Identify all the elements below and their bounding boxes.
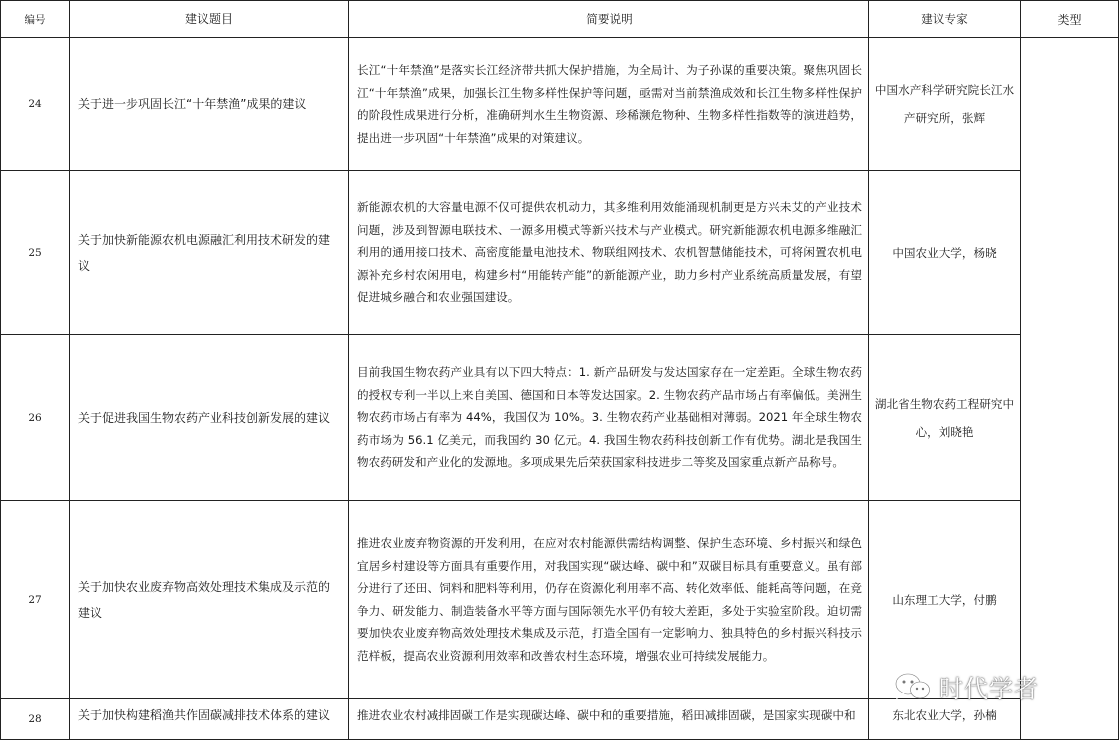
row-expert: 湖北省生物农药工程研究中心，刘晓艳 <box>869 335 1021 501</box>
header-type: 类型 <box>1021 1 1119 38</box>
table-row <box>1 38 1119 171</box>
row-expert: 中国农业大学，杨晓 <box>869 171 1021 335</box>
row-desc: 推进农业农村减排固碳工作是实现碳达峰、碳中和的重要措施，稻田减排固碳，是国家实现碳中和 <box>349 699 869 740</box>
header-desc: 简要说明 <box>349 1 869 38</box>
header-title: 建议题目 <box>70 1 349 38</box>
row-desc: 推进农业废弃物资源的开发利用，在应对农村能源供需结构调整、保护生态环境、乡村振兴和绿色宜居乡村建设等方面具有重要作用，对我国实现“碳达峰、碳中和”双碳目标具有重要意义。虽有部分进行了还田、饲料和肥料等利用，仍存在资源化利用率不高、转化效率低、能耗高等问题，在竞争力、研发能力、制造装备水平等方面与国际领先水平仍有较大差距，多处于实验室阶段。迫切需要加快农业废弃物高效处理技术集成及示范，打造全国有一定影响力、独具特色的乡村振兴科技示范样板，提高农业资源利用效率和改善农村生态环境，增强农业可持续发展能力。 <box>349 501 869 699</box>
row-num: 25 <box>1 171 70 335</box>
row-desc: 新能源农机的大容量电源不仅可提供农机动力，其多维利用效能涌现机制更是方兴未艾的产业技术问题，涉及到智源电联技术、一源多用模式等新兴技术与产业模式。研究新能源农机电源多维融汇利用的通用接口技术、高密度能量电池技术、物联组网技术、农机智慧储能技术，可将闲置农机电源补充乡村农闲用电，构建乡村“用能转产能”的新能源产业，助力乡村产业系统高质量发展，有望促进城乡融合和农业强国建设。 <box>349 171 869 335</box>
wechat-icon <box>893 671 933 701</box>
watermark <box>893 670 1039 702</box>
row-num: 26 <box>1 335 70 501</box>
row-desc: 长江“十年禁渔”是落实长江经济带共抓大保护措施，为全局计、为子孙谋的重要决策。聚焦巩固长江“十年禁渔”成果，加强长江生物多样性保护等问题，亟需对当前禁渔成效和长江生物多样性保护的阶段性成果进行分析，准确研判水生生物资源、珍稀濒危物种、生物多样性指数等的演进趋势，提出进一步巩固“十年禁渔”成果的对策建议。 <box>349 38 869 171</box>
row-expert: 山东理工大学，付鹏 <box>869 501 1021 699</box>
row-expert: 中国水产科学研究院长江水产研究所，张辉 <box>869 38 1021 171</box>
row-title: 关于加快新能源农机电源融汇利用技术研发的建议 <box>70 171 349 335</box>
row-num: 27 <box>1 501 70 699</box>
table-row <box>1 171 1119 335</box>
row-title: 关于加快农业废弃物高效处理技术集成及示范的建议 <box>70 501 349 699</box>
row-title: 关于加快构建稻渔共作固碳减排技术体系的建议 <box>70 699 349 740</box>
header-num: 编号 <box>1 1 70 38</box>
row-desc: 目前我国生物农药产业具有以下四大特点：1. 新产品研发与发达国家存在一定差距。全球生物农药的授权专利一半以上来自美国、德国和日本等发达国家。2. 生物农药产品市场占有率偏低。美洲生物农药市场占有率为 44%，我国仅为 10%。3. 生物农药产业基础相对薄弱。2021 年全球生物农药市场为 56.1 亿美元，而我国约 30 亿元。4. 我国生物农药科技创新工作有优势。湖北是我国生物农药研发和产业化的发源地。多项成果先后荣获国家科技进步二等奖及国家重点新产品称号。 <box>349 335 869 501</box>
row-title: 关于促进我国生物农药产业科技创新发展的建议 <box>70 335 349 501</box>
table-row <box>1 335 1119 501</box>
row-expert: 东北农业大学，孙楠 <box>869 699 1021 740</box>
row-num: 24 <box>1 38 70 171</box>
watermark-text: 时代学者 <box>939 674 1039 703</box>
row-num: 28 <box>1 699 70 740</box>
row-title: 关于进一步巩固长江“十年禁渔”成果的建议 <box>70 38 349 171</box>
table-header-row <box>1 1 1119 38</box>
header-expert: 建议专家 <box>869 1 1021 38</box>
type-cell <box>1021 38 1119 740</box>
table-row <box>1 699 1119 740</box>
